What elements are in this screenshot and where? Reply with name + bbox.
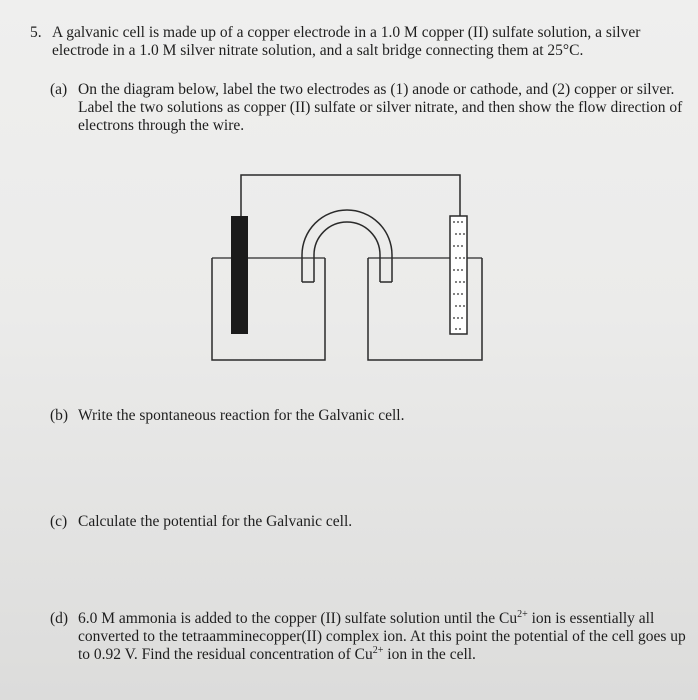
part-a-text: On the diagram below, label the two electrodes as (1) anode or cathode, and (2) copper or silver. Label the two solutions as copper (II) sulfate or silver nitrate, and then show the flow direction of electrons through the wire.	[78, 81, 683, 134]
part-b	[50, 407, 686, 425]
salt-bridge	[302, 210, 392, 282]
left-beaker	[212, 258, 325, 360]
part-d-superscript-1: 2+	[517, 608, 528, 620]
part-d-text-2: ion is essentially all converted to the tetraamminecopper(II) complex ion. At this point the potential of the cell goes up to 0.92 V. Find the residual concentration of Cu	[78, 610, 686, 663]
part-d-text-3: ion in the cell.	[383, 646, 476, 663]
part-d-superscript-2: 2+	[372, 644, 384, 656]
part-d	[50, 610, 686, 664]
part-d-text-1: 6.0 M ammonia is added to the copper (II) sulfate solution until the Cu	[78, 610, 518, 627]
part-c-text: Calculate the potential for the Galvanic cell.	[78, 513, 353, 530]
left-electrode	[231, 216, 248, 334]
part-d-label: (d)	[50, 610, 69, 627]
question-text: A galvanic cell is made up of a copper electrode in a 1.0 M copper (II) sulfate solution, a silver electrode in a 1.0 M silver nitrate solution, and a salt bridge connecting them at 25°C.	[52, 24, 641, 59]
part-c-label: (c)	[50, 513, 68, 530]
part-b-label: (b)	[50, 407, 69, 424]
part-c	[50, 513, 686, 531]
question-number: 5.	[30, 24, 42, 41]
part-a-label: (a)	[50, 81, 68, 98]
part-d-text	[50, 610, 686, 664]
part-b-text: Write the spontaneous reaction for the Galvanic cell.	[78, 407, 405, 424]
